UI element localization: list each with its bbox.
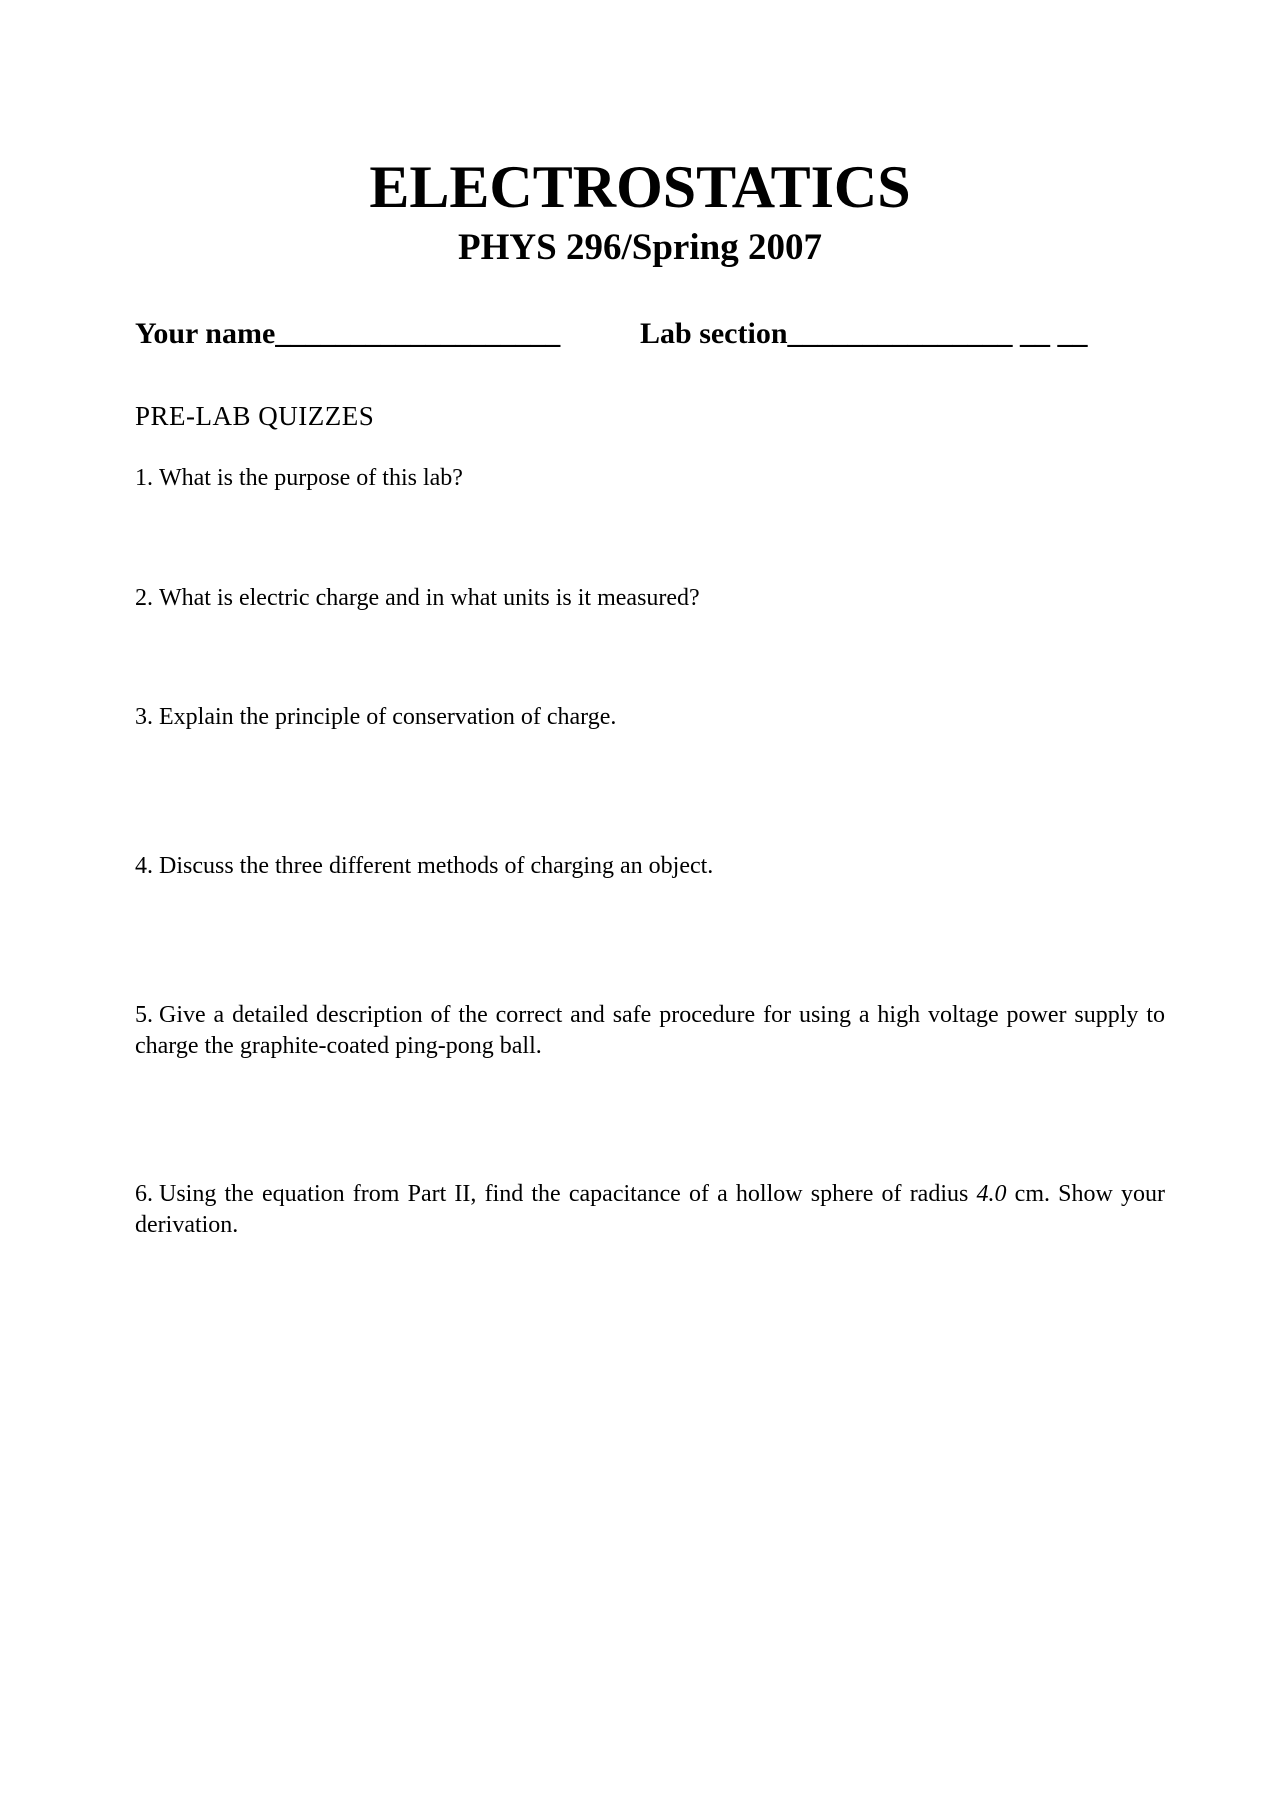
question-6 [135, 1179, 1165, 1241]
question-text: What is the purpose of this lab? [159, 465, 463, 491]
question-text: Give a detailed description of the correct and safe procedure for using a high voltage power supply to charge the graphite-coated ping-pong ball. [135, 1002, 1165, 1059]
question-number: 2. [135, 585, 153, 611]
question-5 [135, 1000, 1165, 1062]
question-text: Explain the principle of conservation of charge. [159, 704, 617, 730]
course-subtitle: PHYS 296/Spring 2007 [458, 227, 822, 268]
lab-section-blank-line: _______________ __ __ [787, 317, 1088, 350]
lab-section-label: Lab section [640, 317, 788, 350]
question-number: 5. [135, 1002, 153, 1028]
name-label: Your name [135, 317, 276, 350]
question-number: 6. [135, 1181, 153, 1207]
name-blank-line: ___________________ [275, 317, 561, 350]
name-field [135, 314, 560, 354]
question-number: 3. [135, 704, 153, 730]
question-text-before: Using the equation from Part II, find the capacitance of a hollow sphere of radius [159, 1181, 977, 1207]
question-text-after: cm. Show your derivation. [135, 1181, 1165, 1238]
radius-value: 4.0 [976, 1181, 1007, 1207]
section-heading: PRE-LAB QUIZZES [135, 401, 375, 431]
question-3 [135, 702, 1165, 733]
lab-section-field [640, 314, 1088, 354]
question-text: What is electric charge and in what units is it measured? [159, 585, 700, 611]
question-2 [135, 583, 1165, 614]
page-title: ELECTROSTATICS [369, 154, 911, 220]
question-1 [135, 463, 1165, 494]
question-number: 1. [135, 465, 153, 491]
question-4 [135, 851, 1165, 882]
question-text: Discuss the three different methods of charging an object. [159, 853, 714, 879]
question-number: 4. [135, 853, 153, 879]
